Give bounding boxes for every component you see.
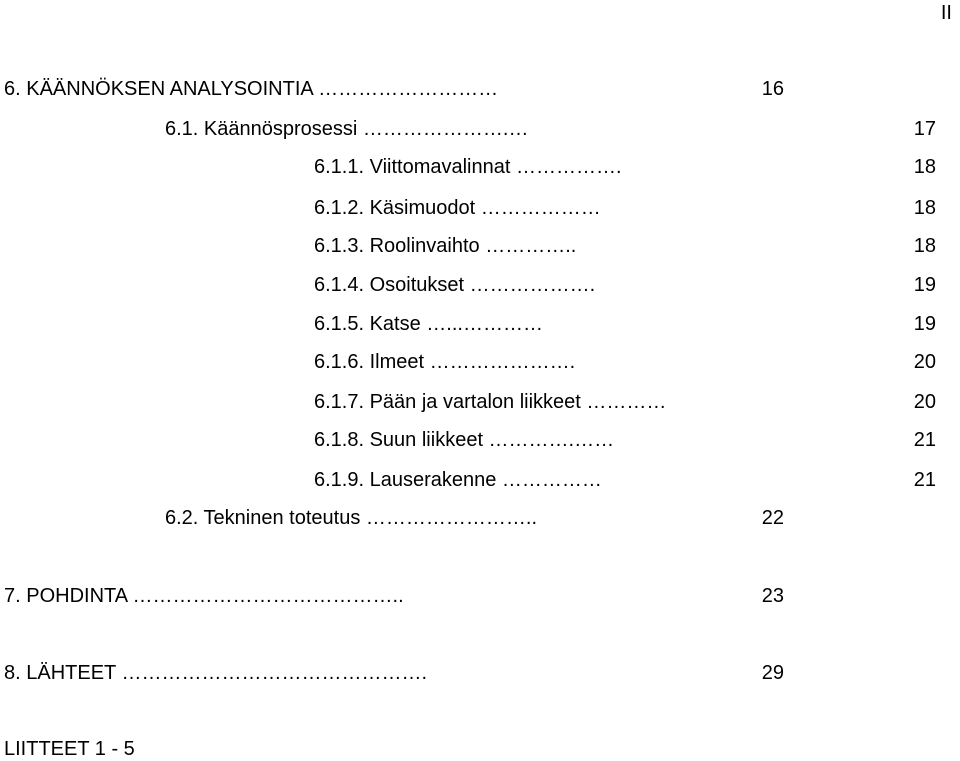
toc-entry-page: 19 — [913, 274, 936, 296]
toc-entry-leader: ………………………………….. — [127, 585, 404, 607]
toc-entry-leader: ………………. — [464, 274, 596, 296]
toc-entry-label: 6.1.7. Pään ja vartalon liikkeet — [314, 391, 581, 413]
toc-entry-appendix[interactable] — [4, 737, 135, 761]
toc-entry-ch6-1-8[interactable] — [314, 428, 614, 452]
toc-entry-ch6-1-2[interactable] — [314, 196, 601, 220]
toc-entry-label: 6.1.9. Lauserakenne — [314, 469, 497, 491]
toc-entry-ch6-1-9[interactable] — [314, 468, 608, 492]
toc-entry-label: 6.1.6. Ilmeet — [314, 351, 425, 373]
toc-entry-ch6-2[interactable] — [165, 506, 537, 530]
toc-entry-ch8[interactable] — [4, 661, 427, 685]
toc-entry-leader: ………….. — [479, 235, 582, 257]
toc-entry-page: 19 — [913, 313, 936, 335]
toc-entry-ch6[interactable] — [4, 77, 504, 101]
toc-entry-leader: …………………. — [424, 351, 576, 373]
toc-entry-label: 6.1.5. Katse — [314, 313, 421, 335]
toc-entry-label: 6.1.3. Roolinvaihto — [314, 235, 480, 257]
toc-entry-ch6-1-3[interactable] — [314, 234, 582, 258]
toc-entry-page: 17 — [913, 118, 936, 140]
toc-entry-page: 29 — [761, 662, 784, 684]
toc-entry-ch7[interactable] — [4, 584, 404, 608]
toc-entry-page: 18 — [913, 156, 936, 178]
toc-entry-page: 21 — [913, 429, 936, 451]
toc-entry-label: 6.2. Tekninen toteutus — [165, 507, 361, 529]
toc-entry-label: 6.1.4. Osoitukset — [314, 274, 465, 296]
toc-entry-label: 6.1.2. Käsimuodot — [314, 197, 476, 219]
toc-entry-label: 6.1.1. Viittomavalinnat — [314, 156, 511, 178]
toc-entry-page: 16 — [761, 78, 784, 100]
toc-entry-label: 8. LÄHTEET — [4, 662, 116, 684]
toc-entry-leader: ………….…… — [483, 429, 615, 451]
toc-entry-leader: ………………….… — [357, 118, 535, 140]
toc-entry-page: 23 — [761, 585, 784, 607]
toc-entry-ch6-1-7[interactable] — [314, 390, 666, 414]
toc-entry-ch6-1-5[interactable] — [314, 312, 549, 336]
page-number: II — [940, 2, 952, 24]
toc-entry-ch6-1-1[interactable] — [314, 155, 622, 179]
toc-entry-label: 6.1.8. Suun liikkeet — [314, 429, 483, 451]
toc-entry-page: 21 — [913, 469, 936, 491]
toc-entry-leader: ……………. — [510, 156, 622, 178]
toc-entry-page: 18 — [913, 235, 936, 257]
toc-entry-leader: ………… — [580, 391, 667, 413]
toc-entry-leader: ……………… — [475, 197, 601, 219]
toc-entry-page: 20 — [913, 391, 936, 413]
toc-entry-label: 6. KÄÄNNÖKSEN ANALYSOINTIA — [4, 78, 313, 100]
toc-entry-leader: ……………………… — [312, 78, 504, 100]
toc-entry-leader: …………… — [496, 469, 608, 491]
toc-entry-leader: …...………… — [420, 313, 549, 335]
toc-entry-leader: …………………….. — [360, 507, 538, 529]
toc-entry-page: 18 — [913, 197, 936, 219]
toc-entry-label: 7. POHDINTA — [4, 585, 127, 607]
toc-entry-page: 20 — [913, 351, 936, 373]
toc-entry-page: 22 — [761, 507, 784, 529]
toc-entry-ch6-1-6[interactable] — [314, 350, 575, 374]
toc-entry-label: LIITTEET 1 - 5 — [4, 738, 135, 760]
toc-entry-leader: ………………………………………. — [115, 662, 428, 684]
toc-entry-ch6-1-4[interactable] — [314, 273, 595, 297]
toc-entry-label: 6.1. Käännösprosessi — [165, 118, 358, 140]
toc-entry-ch6-1[interactable] — [165, 117, 534, 141]
